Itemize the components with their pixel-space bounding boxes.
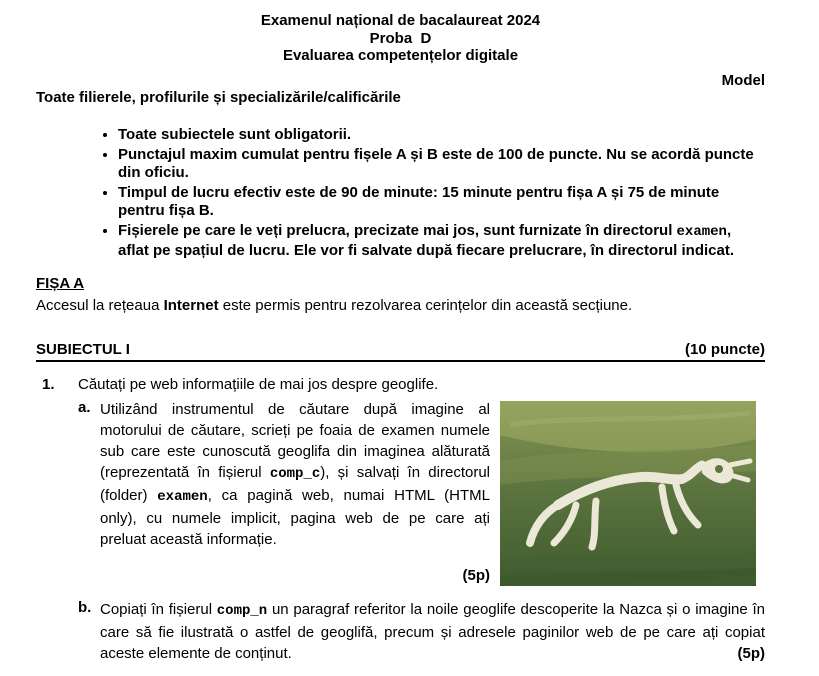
geoglyph-image <box>500 401 756 586</box>
rule-text: Timpul de lucru efectiv este de 90 de minute: 15 minute pentru fișa A și 75 de minute pentru fișa B. <box>118 184 720 219</box>
fisa-text-segment: Accesul la rețeaua <box>36 297 164 314</box>
folder-name-examen: examen <box>157 489 208 505</box>
geoglyph-illustration <box>500 401 756 586</box>
task-1a <box>78 399 765 586</box>
task-1a-text <box>100 399 490 586</box>
subject-points: (10 puncte) <box>684 341 765 358</box>
rule-item <box>118 146 765 181</box>
fisa-a-heading: FIȘA A <box>36 275 85 292</box>
rule-text: Fișierele pe care le veți prelucra, precizate mai jos, sunt furnizate în directorul <box>118 222 677 239</box>
document-header <box>36 12 765 65</box>
subject-header <box>36 341 765 362</box>
fisa-a-text <box>36 296 765 315</box>
task-1a-marker: a. <box>78 399 91 416</box>
rule-text: , aflat pe spațiul de lucru. Ele vor fi salvate după fiecare prelucrare, în directorul indicat. <box>118 222 735 259</box>
file-name-comp-c: comp_c <box>269 466 321 482</box>
rule-item <box>118 184 765 219</box>
task-1b <box>78 599 765 664</box>
task-text-segment: Utilizând instrumentul de căutare după imagine al motorului de căutare, scrieți pe foaia de examen numele sub care este cunoscută geoglifa din imaginea alăturată (reprezentată în fișierul <box>100 401 490 481</box>
model-label: Model <box>721 71 765 89</box>
audience-line: Toate filierele, profilurile și specializările/calificările <box>36 88 401 106</box>
rule-text: Toate subiectele sunt obligatorii. <box>118 125 352 143</box>
task-1a-points: (5p) <box>462 567 490 584</box>
exam-subtitle: Evaluarea competențelor digitale <box>282 47 519 64</box>
task-text-segment: Copiați în fișierul <box>100 601 217 618</box>
file-name-comp-n: comp_n <box>216 603 268 619</box>
task-1-number: 1. <box>42 376 55 393</box>
rule-item <box>118 222 765 259</box>
task-text-segment: ), și salvați în directorul (folder) <box>100 464 490 504</box>
task-1-text: Căutați pe web informațiile de mai jos despre geoglife. <box>78 376 439 393</box>
task-1b-points: (5p) <box>737 645 765 662</box>
exam-proba: Proba D <box>369 29 432 47</box>
task-1b-text <box>100 599 765 664</box>
internet-word: Internet <box>163 297 219 314</box>
exam-title: Examenul național de bacalaureat 2024 <box>260 12 541 29</box>
subject-title: SUBIECTUL I <box>36 341 130 358</box>
task-1b-marker: b. <box>78 599 92 616</box>
folder-name-examen: examen <box>676 224 727 240</box>
task-text-segment: un paragraf referitor la noile geoglife descoperite la Nazca și o imagine în care să fie ilustrată o astfel de geoglifă, precum și adresele paginilor web de pe care ați copiat aceste elemente de conținut. <box>100 601 765 662</box>
task-text-segment: , ca pagină web, numai HTML (HTML only), cu numele implicit, pagina web de pe care ați preluat această informație. <box>100 487 490 548</box>
fisa-text-segment: este permis pentru rezolvarea cerințelor din această secțiune. <box>218 297 633 314</box>
rule-item <box>118 126 765 144</box>
rules-list <box>36 126 765 260</box>
rule-text: Punctajul maxim cumulat pentru fișele A și B este de 100 de puncte. Nu se acordă puncte din oficiu. <box>118 146 754 181</box>
task-1 <box>42 376 765 393</box>
